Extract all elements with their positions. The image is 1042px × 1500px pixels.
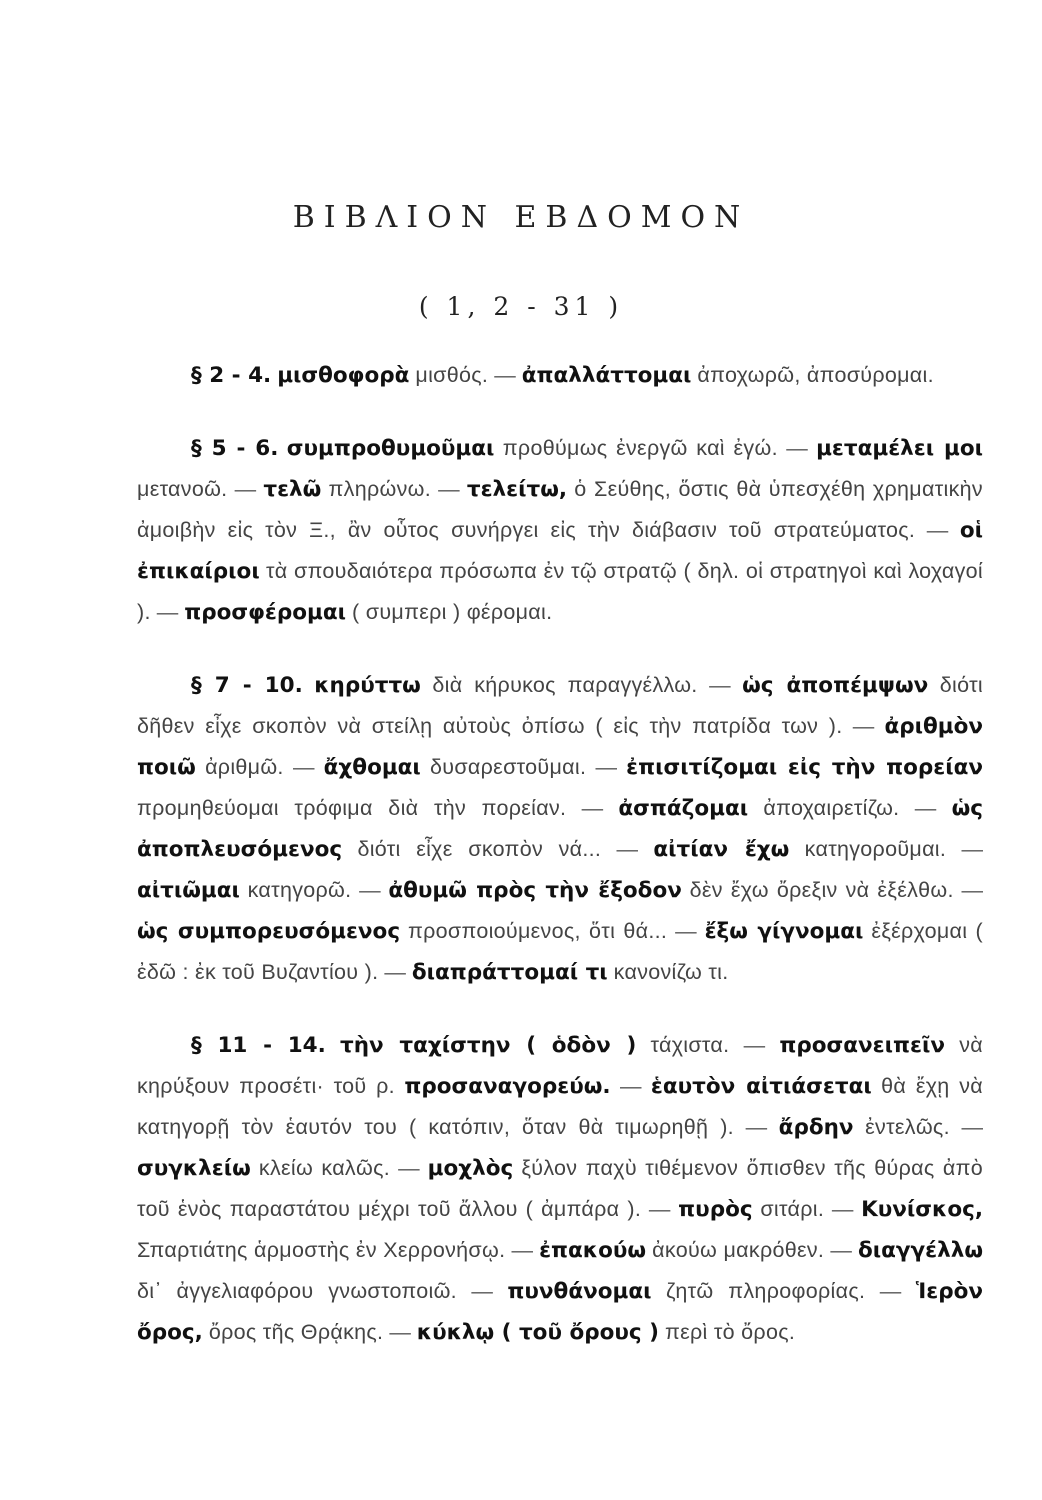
entry-gloss: δὲν ἔχω ὄρεξιν νὰ ἐξέλθω. (689, 878, 954, 902)
entry-gloss: πληρώνω. (328, 477, 431, 501)
entry-gloss: νὰ κηρύξουν προσέτι· τοῦ ρ. (137, 1033, 983, 1098)
section-number: § 7 - 10. (191, 673, 303, 698)
entry-gloss: ἐξέρχομαι ( ἐδῶ : ἐκ τοῦ Βυζαντίου ). (137, 919, 984, 984)
entry-term: προσφέρομαι (184, 600, 347, 625)
entry-gloss: μισθός. (415, 363, 489, 387)
entry-gloss: τὰ σπουδαιότερα πρόσωπα ἐν τῷ στρατῷ ( δηλ. οἱ στρατηγοὶ καὶ λοχαγοί ). (137, 559, 983, 624)
entry-gloss: ἐντελῶς. (865, 1115, 950, 1139)
entry-term: προσανειπεῖν (779, 1033, 946, 1058)
entry-term: τελείτω, (466, 477, 568, 502)
book-title: ΒΙΒΛΙΟΝ ΕΒΔΟΜΟΝ (292, 200, 750, 235)
entry-term: Ἱερὸν ὄρος, (137, 1279, 983, 1345)
section-number: § 11 - 14. (191, 1033, 326, 1058)
entry-gloss: ἀποχωρῶ, ἀποσύρομαι. (697, 363, 934, 387)
section-number: § 5 - 6. (191, 436, 279, 461)
entry-term: διαπράττομαί τι (411, 960, 608, 985)
entry-gloss: δυσαρεστοῦμαι. (430, 755, 587, 779)
entry-gloss: κλείω καλῶς. (258, 1156, 391, 1180)
entry-gloss: προθύμως ἐνεργῶ καὶ ἐγώ. (502, 436, 778, 460)
entry-term: τὴν ταχίστην ( ὁδὸν ) (340, 1033, 637, 1058)
entry-term: οἱ ἐπικαίριοι (137, 518, 983, 584)
entry-term: προσαναγορεύω. (404, 1074, 611, 1099)
entry-gloss: σιτάρι. (760, 1197, 825, 1221)
entry-term: ὡς ἀποπέμψων (742, 673, 929, 698)
entry-gloss: κανονίζω τι. (613, 960, 729, 984)
entry-term: συγκλείω (137, 1156, 251, 1181)
entry-term: διαγγέλλω (857, 1238, 984, 1263)
entry-gloss: ἀκούω μακρόθεν. (652, 1238, 825, 1262)
entry-gloss: ( συμπερι ) φέρομαι. (352, 600, 553, 624)
entry-term: ἐπισιτίζομαι εἰς τὴν πορείαν (626, 755, 984, 780)
entry-gloss: ζητῶ πληροφορίας. (665, 1279, 866, 1303)
entry-gloss: κατηγοροῦμαι. (804, 837, 947, 861)
entry-gloss: κατηγορῶ. (247, 878, 352, 902)
entry-gloss: διὰ κήρυκος παραγγέλλω. (432, 673, 698, 697)
entry-term: Κυνίσκος, (861, 1197, 984, 1222)
entry-term: αἰτίαν ἔχω (653, 837, 790, 862)
entry-term: ἄρδην (778, 1115, 854, 1140)
entry-term: ἑαυτὸν αἰτιάσεται (650, 1074, 872, 1099)
entry-gloss: ἀποχαιρετίζω. (763, 796, 900, 820)
entry-term: ἐπακούω (539, 1238, 647, 1263)
paragraph-5-6: § 5 - 6. συμπροθυμοῦμαι προθύμως ἐνεργῶ καὶ ἐγώ. — μεταμέλει μοι μετανοῶ. — τελῶ πληρώνω. — τελείτω, ὁ Σεύθης, ὅστις θὰ ὑπεσχέθη χρηματικὴν ἀμοιβὴν εἰς τὸν Ξ., ἂν οὗτος συνήργει εἰς τὴν διάβασιν τοῦ στρατεύματος. — οἱ ἐπικαίριοι τὰ σπουδαιότερα πρόσωπα ἐν τῷ στρατῷ ( δηλ. οἱ στρατηγοὶ καὶ λοχαγοί ). — προσφέρομαι ( συμπερι ) φέρομαι. (137, 436, 983, 625)
entry-term: ἔξω γίγνομαι (704, 919, 864, 944)
entry-gloss: δι᾽ ἀγγελιαφόρου γνωστοποιῶ. (137, 1279, 457, 1303)
entry-gloss: προσποιούμενος, ὅτι θά... (408, 919, 668, 943)
entry-term: πυνθάνομαι (507, 1279, 652, 1304)
entry-term: ἀθυμῶ πρὸς τὴν ἔξοδον (388, 878, 682, 903)
paragraph-2-4: § 2 - 4. μισθοφορὰ μισθός. — ἀπαλλάττομαι ἀποχωρῶ, ἀποσύρομαι. (191, 363, 934, 388)
entry-term: πυρὸς (678, 1197, 753, 1222)
entry-term: αἰτιῶμαι (137, 878, 240, 903)
entry-term: τελῶ (263, 477, 322, 502)
glossary-content (137, 355, 983, 1385)
entry-gloss: διότι εἶχε σκοπὸν νά... (357, 837, 602, 861)
entry-gloss: ὁ Σεύθης, ὅστις θὰ ὑπεσχέθη χρηματικὴν ἀμοιβὴν εἰς τὸν Ξ., ἂν οὗτος συνήργει εἰς τὴν διάβασιν τοῦ στρατεύματος. (137, 477, 983, 542)
entry-term: ἄχθομαι (323, 755, 421, 780)
entry-gloss: περὶ τὸ ὄρος. (664, 1320, 796, 1344)
entry-gloss: μετανοῶ. (137, 477, 228, 501)
entry-term: μισθοφορὰ (277, 363, 410, 388)
entry-gloss: ὄρος τῆς Θρᾴκης. (208, 1320, 384, 1344)
entry-term: συμπροθυμοῦμαι (286, 436, 495, 461)
entry-gloss: ξύλον παχὺ τιθέμενον ὄπισθεν τῆς θύρας ἀπὸ τοῦ ἑνὸς παραστάτου μέχρι τοῦ ἄλλου ( ἀμπάρα ). (137, 1156, 983, 1221)
paragraph-7-10: § 7 - 10. κηρύττω διὰ κήρυκος παραγγέλλω. — ὡς ἀποπέμψων διότι δῆθεν εἶχε σκοπὸν νὰ στείλῃ αὐτοὺς ὀπίσω ( εἰς τὴν πατρίδα των ). — ἀριθμὸν ποιῶ ἀριθμῶ. — ἄχθομαι δυσαρεστοῦμαι. — ἐπισιτίζομαι εἰς τὴν πορείαν προμηθεύομαι τρόφιμα διὰ τὴν πορείαν. — ἀσπάζομαι ἀποχαιρετίζω. — ὡς ἀποπλευσόμενος διότι εἶχε σκοπὸν νά... — αἰτίαν ἔχω κατηγοροῦμαι. — αἰτιῶμαι κατηγορῶ. — ἀθυμῶ πρὸς τὴν ἔξοδον δὲν ἔχω ὄρεξιν νὰ ἐξέλθω. — ὡς συμπορευσόμενος προσποιούμενος, ὅτι θά... — ἔξω γίγνομαι ἐξέρχομαι ( ἐδῶ : ἐκ τοῦ Βυζαντίου ). — διαπράττομαί τι κανονίζω τι. (137, 673, 984, 985)
entry-term: κύκλῳ ( τοῦ ὄρους ) (416, 1320, 659, 1345)
entry-gloss: Σπαρτιάτης ἁρμοστὴς ἐν Χερρονήσῳ. (137, 1238, 506, 1262)
entry-term: ἀπαλλάττομαι (521, 363, 692, 388)
entry-gloss: ἀριθμῶ. (205, 755, 284, 779)
entry-gloss: διότι δῆθεν εἶχε σκοπὸν νὰ στείλῃ αὐτοὺς ὀπίσω ( εἰς τὴν πατρίδα των ). (137, 673, 983, 738)
entry-term: ὡς ἀποπλευσόμενος (137, 796, 983, 862)
entry-term: μεταμέλει μοι (816, 436, 983, 461)
entry-term: ἀριθμὸν ποιῶ (137, 714, 983, 780)
paragraph-11-14: § 11 - 14. τὴν ταχίστην ( ὁδὸν ) τάχιστα. — προσανειπεῖν νὰ κηρύξουν προσέτι· τοῦ ρ. προσαναγορεύω. — ἑαυτὸν αἰτιάσεται θὰ ἔχῃ νὰ κατηγορῇ τὸν ἑαυτόν του ( κατόπιν, ὅταν θὰ τιμωρηθῇ ). — ἄρδην ἐντελῶς. — συγκλείω κλείω καλῶς. — μοχλὸς ξύλον παχὺ τιθέμενον ὄπισθεν τῆς θύρας ἀπὸ τοῦ ἑνὸς παραστάτου μέχρι τοῦ ἄλλου ( ἀμπάρα ). — πυρὸς σιτάρι. — Κυνίσκος, Σπαρτιάτης ἁρμοστὴς ἐν Χερρονήσῳ. — ἐπακούω ἀκούω μακρόθεν. — διαγγέλλω δι᾽ ἀγγελιαφόρου γνωστοποιῶ. — πυνθάνομαι ζητῶ πληροφορίας. — Ἱερὸν ὄρος, ὄρος τῆς Θρᾴκης. — κύκλῳ ( τοῦ ὄρους ) περὶ τὸ ὄρος. (137, 1033, 984, 1345)
entry-term: μοχλὸς (427, 1156, 514, 1181)
section-range: ( 1, 2 - 31 ) (418, 292, 624, 321)
entry-gloss: θὰ ἔχῃ νὰ κατηγορῇ τὸν ἑαυτόν του ( κατόπιν, ὅταν θὰ τιμωρηθῇ ). (137, 1074, 984, 1139)
entry-term: ὡς συμπορευσόμενος (137, 919, 401, 944)
entry-gloss: τάχιστα. (650, 1033, 730, 1057)
entry-gloss: προμηθεύομαι τρόφιμα διὰ τὴν πορείαν. (137, 796, 567, 820)
section-number: § 2 - 4. (191, 363, 272, 388)
entry-term: κηρύττω (314, 673, 421, 698)
entry-term: ἀσπάζομαι (618, 796, 749, 821)
